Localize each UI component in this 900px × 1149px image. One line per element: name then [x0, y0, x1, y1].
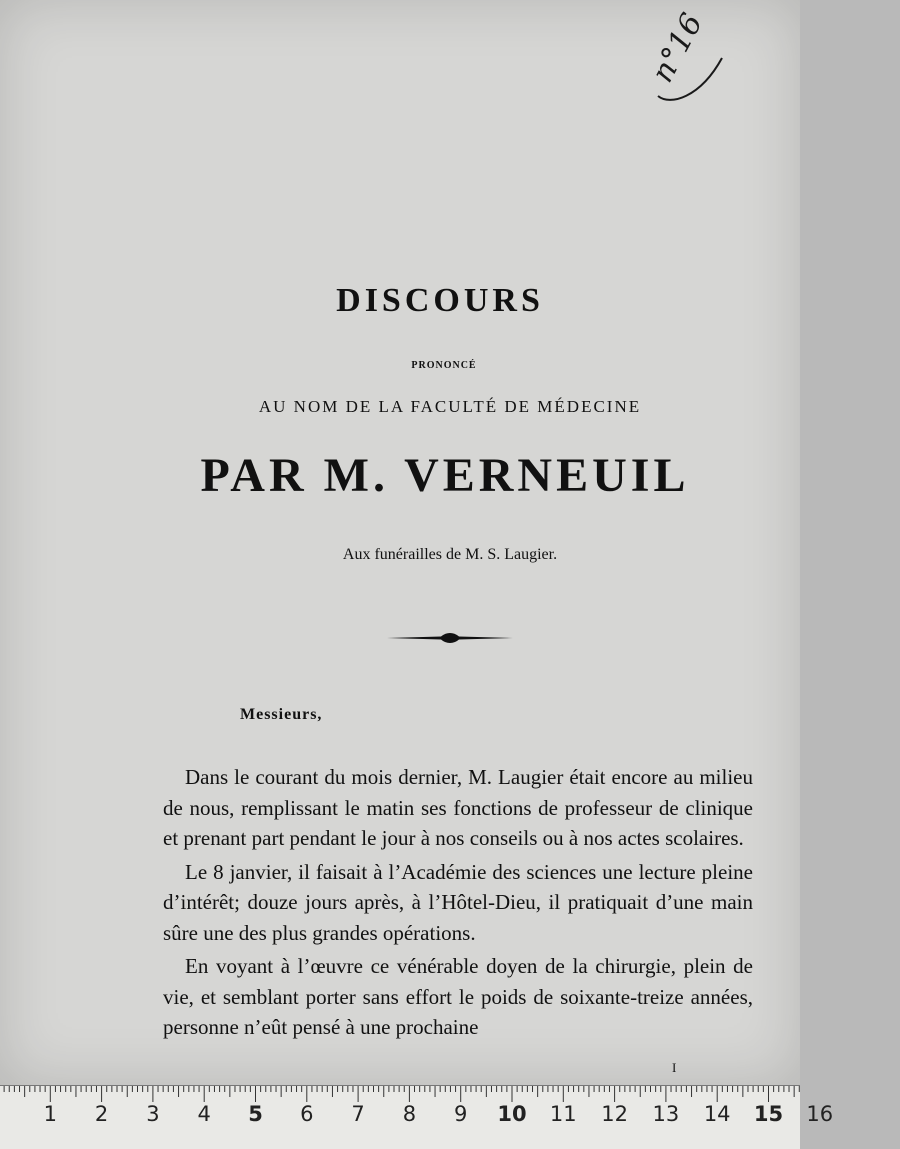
ruler-label: 11	[549, 1102, 577, 1126]
ruler-label: 6	[300, 1102, 314, 1126]
ruler-label: 16	[806, 1102, 834, 1126]
handwritten-note: n°16	[645, 7, 711, 89]
prononce-label: PRONONCÉ	[411, 360, 477, 371]
ruler-label: 14	[703, 1102, 731, 1126]
handwritten-curve	[650, 48, 730, 108]
ruler-label: 4	[197, 1102, 211, 1126]
paragraph: Dans le courant du mois dernier, M. Laugier était encore au milieu de nous, remplissant le matin ses fonctions de professeur de clinique et prenant part pendant le jour à nos conseils ou à nos actes scolaires.	[163, 765, 753, 850]
ruler-label: 12	[601, 1102, 628, 1126]
ruler-label: 13	[652, 1102, 680, 1126]
ruler-label: 3	[146, 1102, 160, 1126]
faculty-line: AU NOM DE LA FACULTÉ DE MÉDECINE	[258, 397, 642, 416]
author-line: PAR M. VERNEUIL	[200, 449, 690, 502]
page-number: I	[672, 1060, 677, 1075]
ruler-label: 1	[43, 1102, 57, 1126]
ruler-label: 10	[497, 1102, 527, 1126]
ruler-label: 9	[454, 1102, 468, 1126]
ruler-label: 5	[248, 1102, 263, 1126]
body-text	[163, 762, 753, 1046]
ruler-label: 2	[94, 1102, 109, 1126]
ruler-ticks	[0, 1086, 800, 1149]
ruler-label: 8	[402, 1102, 417, 1126]
paragraph: Le 8 janvier, il faisait à l’Académie des sciences une lecture pleine d’intérêt; douze jours après, à l’Hôtel-Dieu, il pratiquait d’une main sûre une des plus grandes opérations.	[163, 859, 753, 945]
ruler-label: 7	[351, 1102, 365, 1126]
document-title: DISCOURS	[336, 282, 544, 319]
subtitle-line: Aux funérailles de M. S. Laugier.	[342, 546, 558, 563]
paragraph: En voyant à l’œuvre ce vénérable doyen de la chirurgie, plein de vie, et semblant porter sans effort le poids de soixante-treize années, personne n’eût pensé à une prochaine	[163, 954, 753, 1039]
ruler-label: 15	[753, 1102, 784, 1126]
measuring-ruler	[0, 1085, 800, 1149]
salutation: Messieurs,	[240, 706, 323, 723]
ornament-divider	[385, 630, 515, 646]
